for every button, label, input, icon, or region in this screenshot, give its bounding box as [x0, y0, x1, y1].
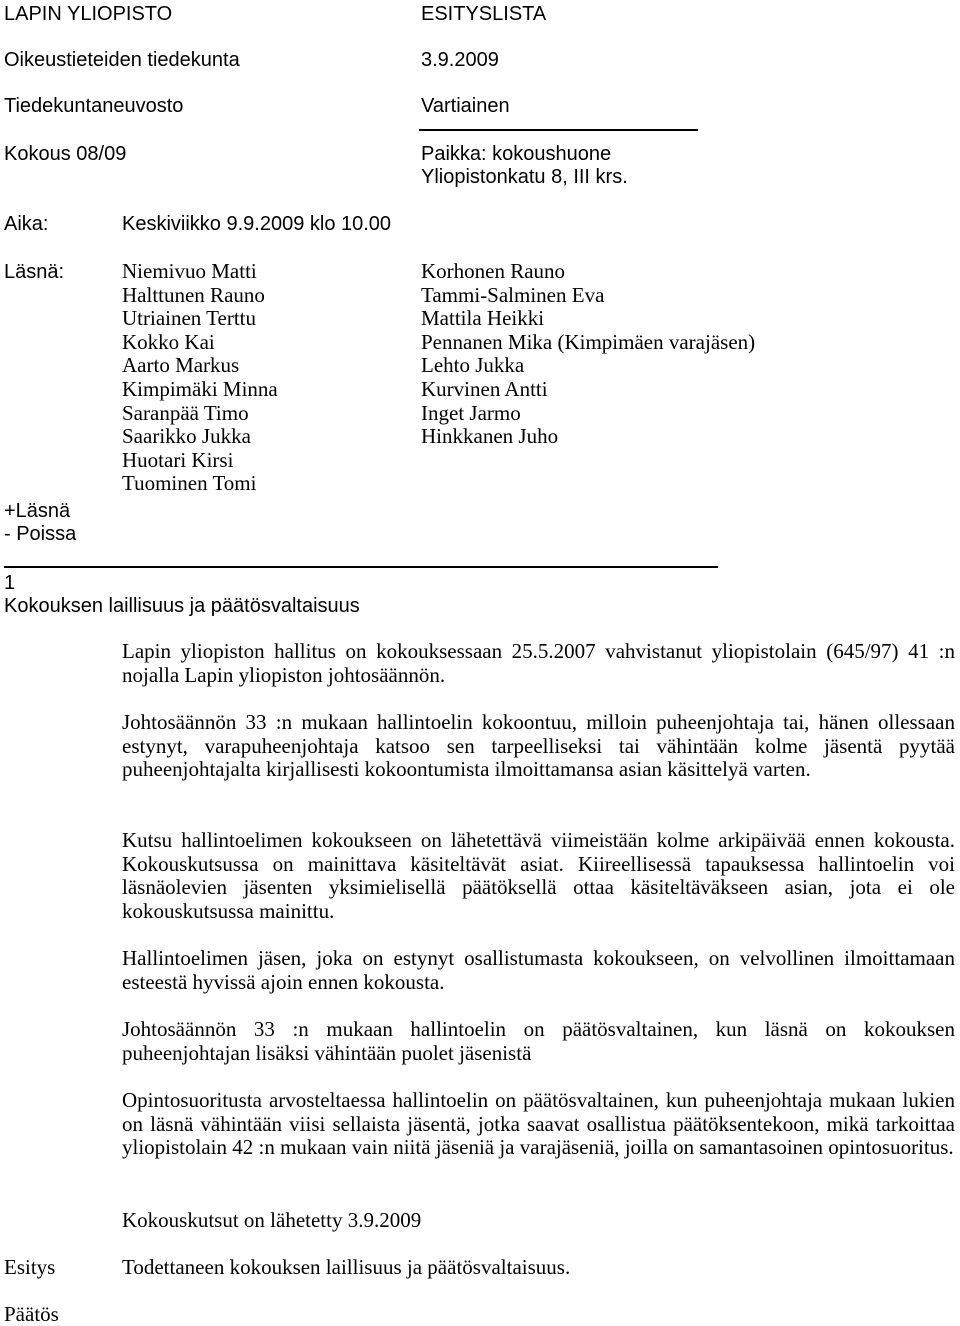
absent-label: - Poissa — [4, 523, 77, 545]
attendee-name: Huotari Kirsi — [122, 447, 234, 472]
item-paragraph: Kutsu hallintoelimen kokoukseen on lähetettävä viimeistään kolme arkipäivää ennen kokousta. Kokouskutsussa on mainittava käsiteltävät asiat. Kiireellisessä tapauksessa hallintoelin voi läsnäolevien jäsenten yksimielisellä päätöksellä ottaa käsiteltäväkseen asian, jota ei ole kokouskutsussa mainittu. — [122, 828, 955, 923]
document-type: ESITYSLISTA — [421, 3, 547, 25]
meeting-number: Kokous 08/09 — [4, 143, 127, 165]
attendee-name: Halttunen Rauno — [122, 282, 265, 307]
attendee-name: Kurvinen Antti — [421, 376, 548, 401]
item-title: Kokouksen laillisuus ja päätösvaltaisuus — [4, 595, 360, 617]
invitation-note: Kokouskutsut on lähetetty 3.9.2009 — [122, 1208, 422, 1232]
attendee-name: Lehto Jukka — [421, 353, 525, 378]
time-label: Aika: — [4, 213, 49, 235]
attendee-name: Inget Jarmo — [421, 400, 521, 425]
attendee-name: Saarikko Jukka — [122, 424, 251, 449]
attendee-name: Niemivuo Matti — [122, 259, 257, 283]
item-paragraph: Opintosuoritusta arvosteltaessa hallintoelin on päätösvaltainen, kun puheenjohtaja mukaan lukien on läsnä vähintään viisi sellaista jäsentä, jotka saavat osallistua päätöksentekoon, mikä tarkoittaa yliopistolain 42 :n mukaan vain niitä jäseniä ja varajäseniä, joilla on samantasoinen opintosuoritus. — [122, 1088, 955, 1159]
attendee-name: Kimpimäki Minna — [122, 376, 278, 401]
meeting-place-line1: Paikka: kokoushuone — [421, 143, 612, 165]
attendee-name: Pennanen Mika (Kimpimäen varajäsen) — [421, 329, 756, 354]
item-paragraph: Johtosäännön 33 :n mukaan hallintoelin kokoontuu, milloin puheenjohtaja tai, hänen ollessaan estynyt, varapuheenjohtaja katsoo sen tarpeelliseksi tai vähintään kolme jäsentä pyytää puheenjohtajalta kirjallisesti kokoontumista ilmoittamansa asian käsittelyä varten. — [122, 710, 955, 781]
item-paragraph: Hallintoelimen jäsen, joka on estynyt osallistumasta kokoukseen, on velvollinen ilmoittamaan esteestä hyvissä ajoin ennen kokousta. — [122, 946, 955, 994]
attendees-right-column — [421, 260, 755, 449]
item-number: 1 — [4, 572, 16, 594]
attendee-name: Saranpää Timo — [122, 400, 249, 425]
council-name: Tiedekuntaneuvosto — [4, 95, 184, 117]
guard-name: Vartiainen — [421, 95, 510, 117]
attendee-name: Korhonen Rauno — [421, 259, 566, 283]
proposal-label: Esitys — [4, 1255, 56, 1279]
attendee-name: Hinkkanen Juho — [421, 424, 559, 449]
faculty-name: Oikeustieteiden tiedekunta — [4, 49, 240, 71]
header-divider — [419, 129, 698, 131]
time-value: Keskiviikko 9.9.2009 klo 10.00 — [122, 213, 392, 235]
attendee-name: Utriainen Terttu — [122, 306, 257, 331]
attendees-left-column — [122, 260, 278, 496]
attendee-name: Tuominen Tomi — [122, 471, 257, 496]
decision-label: Päätös — [4, 1302, 59, 1326]
document-date: 3.9.2009 — [421, 49, 499, 71]
proposal-text: Todettaneen kokouksen laillisuus ja päätösvaltaisuus. — [122, 1255, 571, 1279]
item-paragraph: Lapin yliopiston hallitus on kokouksessaan 25.5.2007 vahvistanut yliopistolain (645/97) 41 :n nojalla Lapin yliopiston johtosäännön. — [122, 639, 955, 687]
present-label: Läsnä: — [4, 261, 65, 283]
item-paragraph: Johtosäännön 33 :n mukaan hallintoelin on päätösvaltainen, kun läsnä on kokouksen puheenjohtajan lisäksi vähintään puolet jäsenistä — [122, 1017, 955, 1065]
plus-present-label: +Läsnä — [4, 500, 71, 522]
attendee-name: Tammi-Salminen Eva — [421, 282, 605, 307]
meeting-place-line2: Yliopistonkatu 8, III krs. — [421, 166, 628, 188]
attendee-name: Aarto Markus — [122, 353, 240, 378]
attendee-name: Kokko Kai — [122, 329, 215, 354]
attendee-name: Mattila Heikki — [421, 306, 545, 331]
university-name: LAPIN YLIOPISTO — [4, 3, 173, 25]
section-divider — [4, 566, 718, 568]
